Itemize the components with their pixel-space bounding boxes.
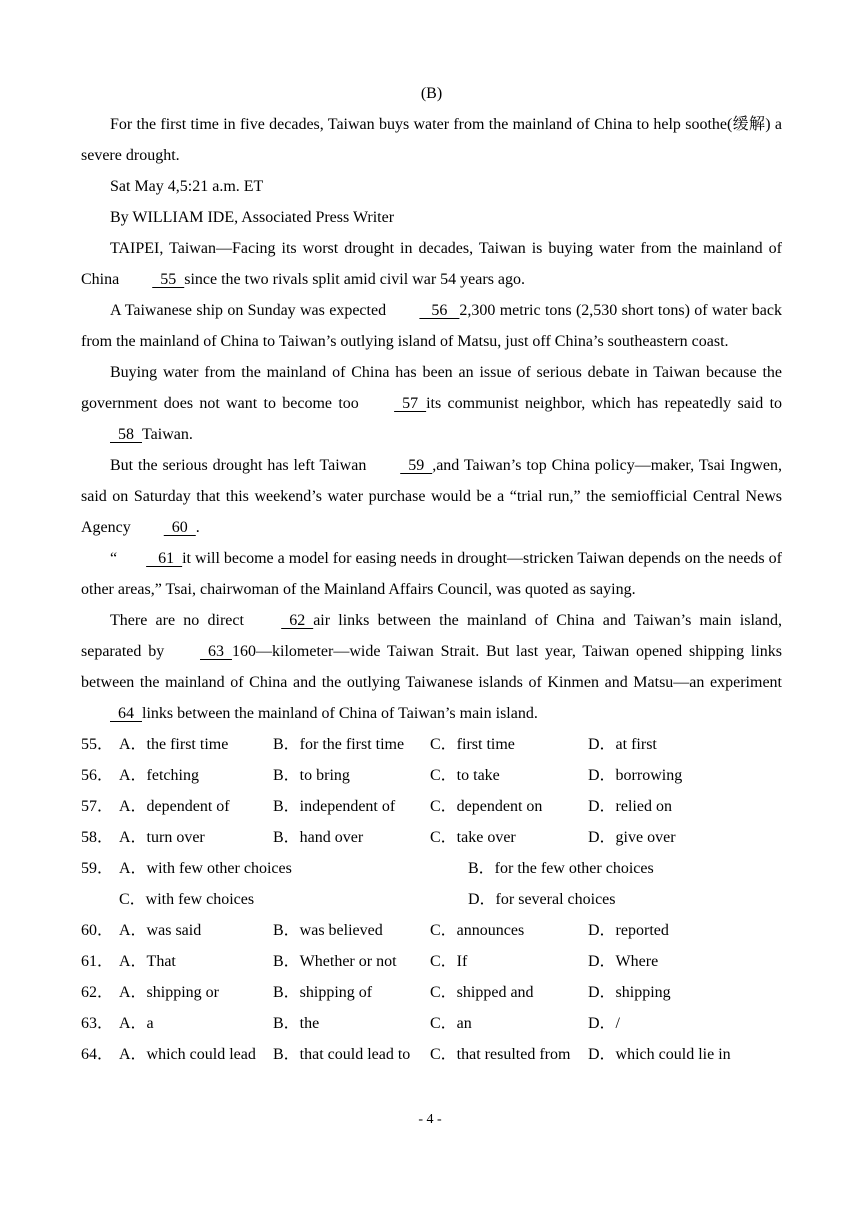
- option-c: C．announces: [430, 922, 525, 939]
- text-run: 160—kilometer—wide Taiwan Strait. But last year, Taiwan opened shipping links between the mainland of China and the outlying Taiwanese islands of Kinmen and Matsu—an experiment: [81, 643, 783, 691]
- question-58: [81, 822, 782, 853]
- passage-byline: By WILLIAM IDE, Associated Press Writer: [110, 209, 395, 226]
- answer-options: [81, 729, 782, 1070]
- option-a: A．which could lead: [119, 1046, 256, 1063]
- question-number: 60．: [81, 922, 114, 939]
- option-b: B．Whether or not: [273, 953, 397, 970]
- text-run: Taiwan.: [142, 426, 193, 443]
- blank-60: 60: [163, 519, 196, 536]
- option-d: D．reported: [588, 922, 669, 939]
- blank-64: 64: [110, 705, 142, 722]
- option-d: D．borrowing: [588, 767, 683, 784]
- option-b: B．shipping of: [273, 984, 373, 1001]
- indent-spacer: [81, 884, 119, 915]
- option-d: D．Where: [588, 953, 659, 970]
- passage-dateline: Sat May 4,5:21 a.m. ET: [110, 178, 264, 195]
- document-page: [81, 78, 782, 1070]
- question-number: 57．: [81, 798, 114, 815]
- option-a: A．That: [119, 953, 176, 970]
- option-d: D．for several choices: [468, 891, 616, 908]
- option-c: C．to take: [430, 767, 500, 784]
- text-run: air links between the mainland of China and Taiwan’s main island, separated by: [81, 612, 782, 660]
- question-59: [81, 853, 782, 884]
- text-run: .: [195, 519, 200, 536]
- option-c: C．an: [430, 1015, 472, 1032]
- option-a: A．fetching: [119, 767, 199, 784]
- question-number: 61．: [81, 953, 114, 970]
- question-56: [81, 760, 782, 791]
- text-run: A Taiwanese ship on Sunday was expected: [110, 302, 391, 319]
- paragraph-3: [81, 357, 782, 450]
- blank-63: 63: [200, 643, 232, 660]
- text-run: since the two rivals split amid civil war 54 years ago.: [184, 271, 526, 288]
- option-d: D．at first: [588, 736, 657, 753]
- option-b: B．for the few other choices: [468, 860, 654, 877]
- question-60: [81, 915, 782, 946]
- option-d: D．shipping: [588, 984, 671, 1001]
- question-number: 59．: [81, 860, 114, 877]
- option-d: D．/: [588, 1015, 621, 1032]
- text-run: ,and Taiwan’s top China policy—maker, Tsai Ingwen, said on Saturday that this weekend’s water purchase would be a “trial run,” the semiofficial Central News Agency: [81, 457, 782, 536]
- blank-56: 56: [419, 302, 460, 319]
- question-number: 62．: [81, 984, 114, 1001]
- paragraph-1: [81, 233, 782, 295]
- option-c: C．with few choices: [119, 891, 255, 908]
- option-d: D．relied on: [588, 798, 672, 815]
- question-61: [81, 946, 782, 977]
- question-number: 58．: [81, 829, 114, 846]
- blank-61: 61: [146, 550, 183, 567]
- text-run: Buying water from the mainland of China has been an issue of serious debate in Taiwan because the government does not want to become too: [81, 364, 782, 412]
- question-number: 55．: [81, 736, 114, 753]
- option-a: A．shipping or: [119, 984, 220, 1001]
- option-c: C．take over: [430, 829, 516, 846]
- question-62: [81, 977, 782, 1008]
- question-number: 56．: [81, 767, 114, 784]
- option-a: A．was said: [119, 922, 202, 939]
- question-number: 63．: [81, 1015, 114, 1032]
- option-b: B．that could lead to: [273, 1046, 411, 1063]
- blank-58: 58: [110, 426, 142, 443]
- option-a: A．a: [119, 1015, 154, 1032]
- option-c: C．shipped and: [430, 984, 534, 1001]
- blank-55: 55: [152, 271, 185, 288]
- option-b: B．to bring: [273, 767, 350, 784]
- text-run: TAIPEI, Taiwan—Facing its worst drought in decades, Taiwan is buying water from the mainland of China: [81, 240, 782, 288]
- blank-59: 59: [400, 457, 433, 474]
- option-c: C．that resulted from: [430, 1046, 571, 1063]
- section-title: (B): [420, 85, 443, 102]
- blank-57: 57: [394, 395, 427, 412]
- question-57: [81, 791, 782, 822]
- option-b: B．was believed: [273, 922, 383, 939]
- option-a: A．with few other choices: [119, 860, 292, 877]
- blank-62: 62: [281, 612, 314, 629]
- option-c: C．dependent on: [430, 798, 543, 815]
- option-a: A．the first time: [119, 736, 229, 753]
- text-run: 2,300 metric tons (2,530 short tons) of water back from the mainland of China to Taiwan’s outlying island of Matsu, just off China’s southeastern coast.: [81, 302, 782, 350]
- option-b: B．the: [273, 1015, 320, 1032]
- text-run: links between the mainland of China of Taiwan’s main island.: [142, 705, 538, 722]
- option-c: C．If: [430, 953, 468, 970]
- text-run: But the serious drought has left Taiwan: [110, 457, 372, 474]
- question-55: [81, 729, 782, 760]
- text-run: There are no direct: [110, 612, 253, 629]
- question-number: 64．: [81, 1046, 114, 1063]
- question-64: [81, 1039, 782, 1070]
- option-d: D．which could lie in: [588, 1046, 731, 1063]
- option-a: A．dependent of: [119, 798, 230, 815]
- question-63: [81, 1008, 782, 1039]
- option-b: B．hand over: [273, 829, 364, 846]
- paragraph-5: [81, 543, 782, 605]
- option-a: A．turn over: [119, 829, 205, 846]
- option-b: B．independent of: [273, 798, 396, 815]
- text-run: it will become a model for easing needs in drought—stricken Taiwan depends on the needs of other areas,” Tsai, chairwoman of the Mainland Affairs Council, was quoted as saying.: [81, 550, 782, 598]
- paragraph-4: [81, 450, 782, 543]
- option-d: D．give over: [588, 829, 676, 846]
- passage-headline: For the first time in five decades, Taiwan buys water from the mainland of China to help soothe(缓解) a severe drought.: [81, 116, 782, 164]
- paragraph-2: [81, 295, 782, 357]
- option-c: C．first time: [430, 736, 515, 753]
- text-run: “: [110, 550, 118, 567]
- option-b: B．for the first time: [273, 736, 405, 753]
- page-number: - 4 -: [418, 1112, 442, 1127]
- text-run: its communist neighbor, which has repeatedly said to: [426, 395, 783, 412]
- paragraph-6: [81, 605, 782, 729]
- question-59-row-2: [81, 884, 782, 915]
